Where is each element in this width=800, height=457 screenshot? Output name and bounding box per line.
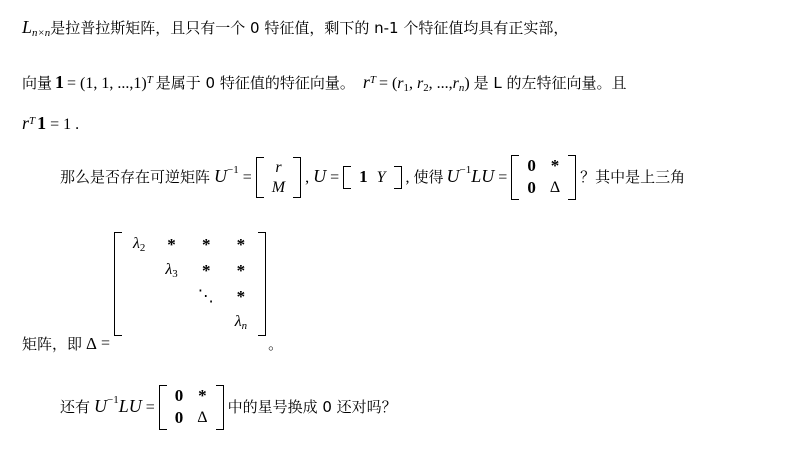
paragraph-2-sup-T: T (146, 74, 153, 87)
paragraph-5-text-2: 。 (268, 334, 284, 353)
symbol-vector-one-p3: 1 (37, 113, 47, 133)
matrix-cell-M: M (271, 178, 286, 196)
paragraph-1 (22, 18, 568, 40)
symbol-L-subscript: n×n (32, 27, 51, 40)
paragraph-5 (22, 232, 284, 353)
paragraph-2-text-2: 是属于 0 特征值的特征向量。 (155, 74, 355, 92)
matrix-cell-zero-1: 0 (527, 156, 536, 175)
lambda-glyph-n: λ (234, 313, 242, 331)
matrix-cell-star-r2c4: * (236, 260, 246, 280)
paragraph-4-comma-1: , (305, 168, 310, 186)
symbol-U-inverse-2: U (446, 166, 460, 187)
lambda-glyph-3: λ (165, 261, 173, 279)
paragraph-1-text: 是拉普拉斯矩阵，且只有一个 0 特征值，剩下的 n-1 个特征值均具有正实部， (50, 19, 569, 37)
matrix-cell-Y: Y (376, 169, 386, 187)
symbol-r-sup-T: T (369, 74, 376, 87)
symbol-LU: LU (471, 166, 495, 187)
symbol-r2: r (416, 75, 424, 92)
symbol-delta: Δ (86, 333, 97, 353)
paragraph-4-eq-2: = (330, 168, 340, 186)
matrix-upper-triangular (114, 232, 266, 336)
matrix-block-triangular-2 (159, 385, 224, 430)
matrix-block-triangular (511, 155, 576, 200)
symbol-r2-sub: 2 (423, 82, 429, 95)
matrix-cell-lambda2: $\lambda_2$ (132, 235, 146, 255)
matrix2-cell-delta: Δ (197, 409, 208, 427)
symbol-r1-sub: 1 (403, 82, 409, 95)
symbol-r-p3: r (22, 113, 30, 133)
matrix2-cell-zero-1: 0 (174, 386, 184, 405)
symbol-r1: r (397, 75, 404, 92)
symbol-U-inverse: U (214, 166, 228, 187)
matrix-U (343, 166, 401, 188)
paragraph-3 (22, 114, 79, 134)
matrix-cell-delta: Δ (549, 179, 561, 197)
paragraph-6-text-1: 还有 (60, 398, 91, 417)
symbol-rn-sub: n (458, 82, 465, 95)
paragraph-4-eq-1: = (242, 168, 252, 186)
matrix-cell-zero-2: 0 (527, 178, 536, 198)
matrix-cell-star-r1c3: * (201, 234, 211, 254)
matrix-U-inverse (256, 157, 301, 199)
matrix-cell-star-r3c4: * (236, 286, 246, 306)
paragraph-4 (60, 155, 685, 200)
symbol-r: r (362, 72, 370, 92)
symbol-U-inverse-exponent: −1 (227, 164, 239, 177)
symbol-rn: r (452, 75, 459, 92)
paragraph-4-eq-3: = (498, 168, 508, 186)
matrix-cell-ddots: ⋱ (197, 287, 215, 305)
symbol-r-sup-T-p3: T (29, 115, 36, 128)
paragraph-2-eq-2: = ( (378, 75, 398, 92)
paragraph-2-text-3: 是 L 的左特征向量。且 (473, 74, 627, 92)
paragraph-5-text-1: 矩阵，即 (22, 334, 83, 353)
paragraph-4-text-2: 使得 (413, 168, 444, 187)
lambda-glyph-2: λ (132, 235, 140, 253)
matrix-cell-star-r1c2: * (167, 234, 176, 254)
matrix-cell-star-r1c4: * (236, 234, 246, 254)
symbol-U: U (313, 166, 327, 187)
paragraph-2-close: ) (464, 75, 470, 92)
paragraph-2-comma-1: , (408, 75, 417, 92)
symbol-U-inverse-2-exponent: −1 (459, 164, 472, 177)
symbol-U-inverse-3-exponent: −1 (107, 394, 119, 407)
paragraph-2 (22, 73, 627, 95)
matrix-cell-star-r2c3: * (201, 260, 211, 280)
paragraph-4-text-1: 那么是否存在可逆矩阵 (60, 168, 211, 187)
matrix-cell-star-1: * (550, 156, 560, 175)
symbol-U-inverse-3: U (94, 396, 108, 417)
matrix-cell-one: 1 (359, 167, 368, 187)
symbol-vector-one: 1 (55, 72, 65, 92)
paragraph-2-comma-2: , ..., (428, 75, 453, 92)
symbol-LU-2: LU (118, 396, 142, 417)
paragraph-2-text-1: 向量 (22, 74, 53, 92)
matrix2-cell-star-1: * (198, 386, 207, 405)
paragraph-2-eq-1: = (1, 1, ...,1) (67, 75, 147, 92)
paragraph-5-eq: = (100, 335, 110, 353)
matrix2-cell-zero-2: 0 (174, 408, 184, 428)
paragraph-6-eq: = (145, 398, 155, 416)
matrix-cell-lambdan: $\lambda_n$ (234, 313, 248, 333)
symbol-L: L (22, 17, 33, 37)
paragraph-4-text-3: ？其中是上三角 (580, 168, 686, 187)
matrix-cell-lambda3: $\lambda_3$ (165, 261, 178, 281)
paragraph-3-eq: = 1 . (50, 116, 80, 133)
paragraph-4-comma-2: , (405, 168, 410, 186)
matrix-cell-r: r (275, 158, 282, 176)
paragraph-6-text-2: 中的星号换成 0 还对吗？ (227, 398, 397, 417)
paragraph-6 (60, 385, 397, 430)
